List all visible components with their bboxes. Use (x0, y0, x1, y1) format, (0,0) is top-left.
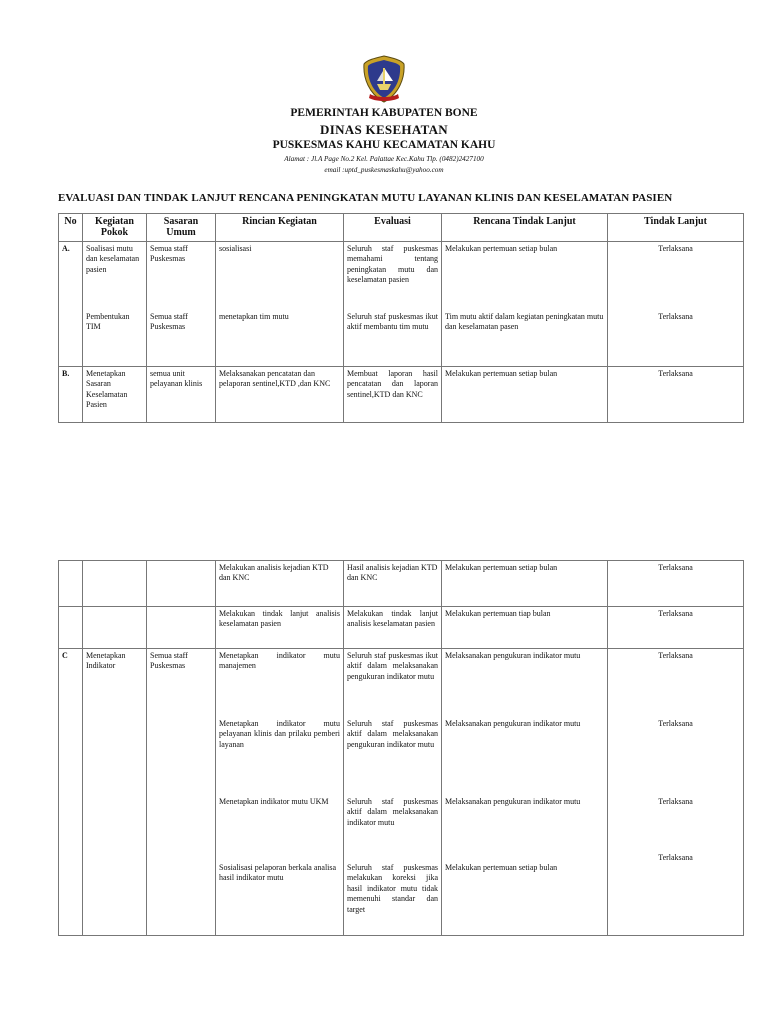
rencana-c2: Melaksanakan pengukuran indikator mutu (445, 719, 581, 728)
rencana-c4: Melakukan pertemuan setiap bulan (445, 863, 558, 872)
table-row (59, 561, 744, 607)
col-header-no: No (59, 214, 83, 242)
rencana-c3: Melaksanakan pengukuran indikator mutu (445, 797, 581, 806)
table-row (59, 607, 744, 649)
tindak-c3: Terlaksana (658, 797, 693, 806)
cell-no-c: C (62, 651, 68, 660)
table-row (59, 649, 744, 936)
cell-tindak: Terlaksana (608, 607, 744, 649)
cell-tindak (608, 649, 744, 936)
cell-tindak: Terlaksana (608, 367, 744, 423)
cell-rincian: Melakukan analisis kejadian KTD dan KNC (216, 561, 344, 607)
tindak-c4: Terlaksana (658, 853, 693, 862)
kegiatan-a1: Soalisasi mutu dan keselamatan pasien (86, 244, 140, 274)
sasaran-a1: Semua staff Puskesmas (150, 244, 188, 264)
cell-evaluasi (344, 242, 442, 367)
col-header-evaluasi: Evaluasi (344, 214, 442, 242)
cell-no (59, 607, 83, 649)
rincian-a2: menetapkan tim mutu (219, 312, 289, 321)
bone-regency-emblem-icon (361, 54, 407, 104)
cell-evaluasi (344, 649, 442, 936)
cell-rencana (442, 649, 608, 936)
cell-no: B. (59, 367, 83, 423)
cell-rencana (442, 242, 608, 367)
tindak-a2: Terlaksana (658, 312, 693, 321)
evaluation-table-part-2 (58, 560, 744, 936)
table-header-row (59, 214, 744, 242)
cell-kegiatan (83, 242, 147, 367)
col-header-tindak: Tindak Lanjut (608, 214, 744, 242)
col-header-sasaran: Sasaran Umum (147, 214, 216, 242)
kegiatan-c: Menetapkan Indikator (86, 651, 126, 671)
table-row (59, 367, 744, 423)
cell-evaluasi: Melakukan tindak lanjut analisis keselamatan pasien (344, 607, 442, 649)
cell-no-a: A. (62, 244, 70, 253)
rincian-c3: Menetapkan indikator mutu UKM (219, 797, 329, 806)
evaluasi-c4: Seluruh staf puskesmas melakukan koreksi jika hasil indikator mutu tidak memenuhi standar dan target (347, 863, 438, 914)
cell-sasaran (147, 561, 216, 607)
cell-evaluasi: Hasil analisis kejadian KTD dan KNC (344, 561, 442, 607)
evaluasi-c2: Seluruh staf puskesmas aktif dalam melaksanakan pengukuran indikator mutu (347, 719, 438, 749)
cell-no (59, 561, 83, 607)
cell-rincian: Melakukan tindak lanjut analisis keselamatan pasien (216, 607, 344, 649)
cell-rincian: Melaksanakan pencatatan dan pelaporan sentinel,KTD ,dan KNC (216, 367, 344, 423)
sasaran-a2: Semua staff Puskesmas (150, 312, 188, 332)
evaluasi-a2: Seluruh staf puskesmas ikut aktif membantu tim mutu (347, 312, 438, 332)
rincian-c2: Menetapkan indikator mutu pelayanan klinis dan prilaku pemberi layanan (219, 719, 340, 749)
col-header-rencana: Rencana Tindak Lanjut (442, 214, 608, 242)
document-title: EVALUASI DAN TINDAK LANJUT RENCANA PENINGKATAN MUTU LAYANAN KLINIS DAN KESELAMATAN PASIEN (58, 192, 673, 204)
header-email: email :uptd_puskesmaskahu@yahoo.com (324, 166, 444, 174)
rincian-a1: sosialisasi (219, 244, 252, 253)
header-government: PEMERINTAH KABUPATEN BONE (290, 107, 478, 119)
cell-kegiatan: Menetapkan Sasaran Keselamatan Pasien (83, 367, 147, 423)
cell-tindak: Terlaksana (608, 561, 744, 607)
cell-rincian (216, 649, 344, 936)
cell-rincian (216, 242, 344, 367)
evaluasi-c3: Seluruh staf puskesmas aktif dalam melaksanakan indikator mutu (347, 797, 438, 827)
table-row (59, 242, 744, 367)
evaluation-table-part-1 (58, 213, 744, 423)
cell-evaluasi: Membuat laporan hasil pencatatan dan laporan sentinel,KTD dan KNC (344, 367, 442, 423)
rincian-c1: Menetapkan indikator mutu manajemen (219, 651, 340, 671)
tindak-a1: Terlaksana (658, 244, 693, 253)
evaluasi-c1: Seluruh staf puskesmas ikut aktif dalam melaksanakan pengukuran indikator mutu (347, 651, 438, 681)
col-header-kegiatan: Kegiatan Pokok (83, 214, 147, 242)
header-address: Alamat : Jl.A Page No.2 Kel. Palattae Kec.Kahu Tlp. (0482)2427100 (284, 155, 484, 163)
cell-rencana: Melakukan pertemuan setiap bulan (442, 561, 608, 607)
cell-tindak (608, 242, 744, 367)
cell-sasaran: semua unit pelayanan klinis (147, 367, 216, 423)
cell-rencana: Melakukan pertemuan setiap bulan (442, 367, 608, 423)
rencana-c1: Melaksanakan pengukuran indikator mutu (445, 651, 581, 660)
evaluasi-a1: Seluruh staf puskesmas memahami tentang peningkatan mutu dan keselamatan pasien (347, 244, 438, 285)
tindak-c1: Terlaksana (658, 651, 693, 660)
cell-kegiatan (83, 607, 147, 649)
cell-rencana: Melakukan pertemuan tiap bulan (442, 607, 608, 649)
header-department: DINAS KESEHATAN (320, 122, 448, 137)
tindak-c2: Terlaksana (658, 719, 693, 728)
cell-sasaran (147, 607, 216, 649)
cell-kegiatan (83, 561, 147, 607)
rencana-a2: Tim mutu aktif dalam kegiatan peningkatan mutu dan keselamatan pasen (445, 312, 604, 332)
cell-kegiatan (83, 649, 147, 936)
cell-no (59, 242, 83, 367)
header-puskesmas: PUSKESMAS KAHU KECAMATAN KAHU (272, 139, 496, 151)
kegiatan-a2: Pembentukan TIM (86, 312, 130, 332)
cell-sasaran (147, 649, 216, 936)
sasaran-c: Semua staff Puskesmas (150, 651, 188, 671)
rencana-a1: Melakukan pertemuan setiap bulan (445, 244, 558, 253)
cell-sasaran (147, 242, 216, 367)
cell-no (59, 649, 83, 936)
col-header-rincian: Rincian Kegiatan (216, 214, 344, 242)
rincian-c4: Sosialisasi pelaporan berkala analisa hasil indikator mutu (219, 863, 337, 883)
